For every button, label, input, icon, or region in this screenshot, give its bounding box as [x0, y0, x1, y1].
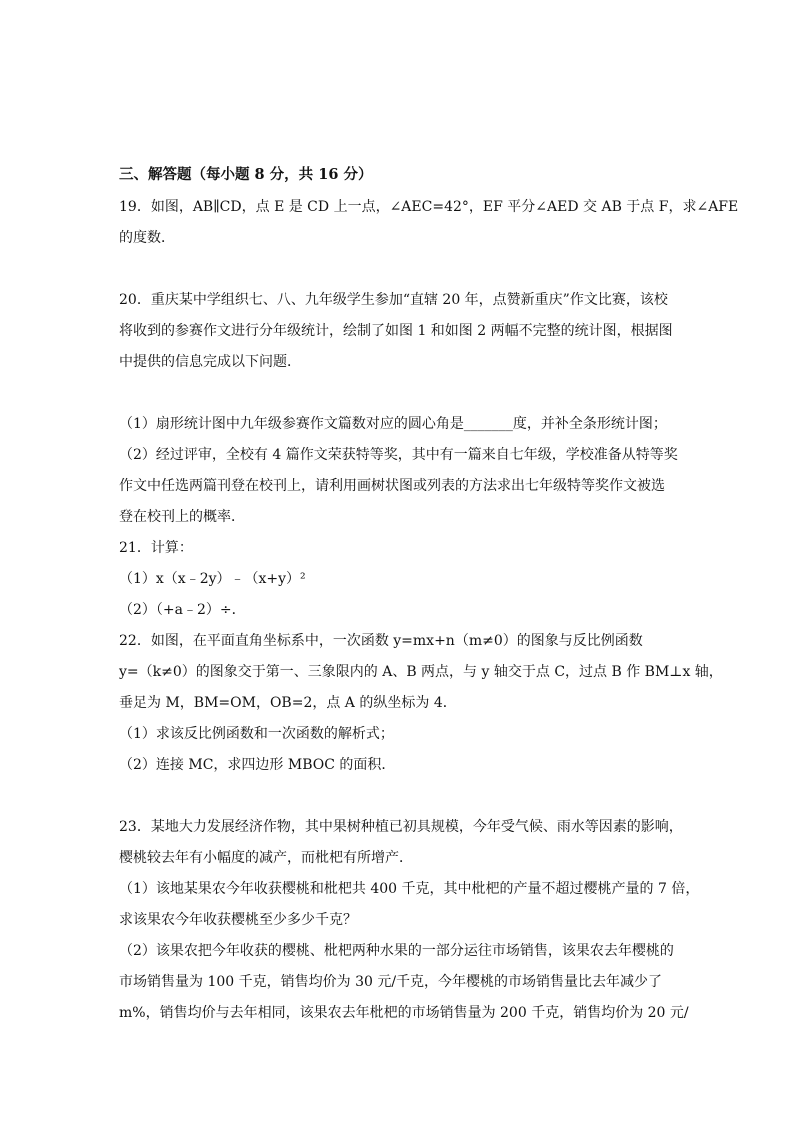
question-23-line: 23．某地大力发展经济作物，其中果树种植已初具规模，今年受气候、雨水等因素的影响，: [119, 819, 683, 835]
question-20-line: 将收到的参赛作文进行分年级统计，绘制了如图 1 和如图 2 两幅不完整的统计图，根据图: [119, 323, 673, 339]
question-23-line: m%，销售均价与去年相同，该果农去年枇杷的市场销售量为 200 千克，销售均价为 20 元/: [119, 1005, 689, 1021]
question-22-line: （1）求该反比例函数和一次函数的解析式；: [119, 726, 394, 742]
question-20-line: 中提供的信息完成以下问题．: [119, 354, 301, 370]
question-22-line: 22．如图，在平面直角坐标系中，一次函数 y=mx+n（m≠0）的图象与反比例函数: [119, 633, 643, 649]
question-20-line: 20．重庆某中学组织七、八、九年级学生参加“直辖 20 年，点赞新重庆”作文比赛，该校: [119, 292, 668, 308]
question-22-line: y=（k≠0）的图象交于第一、三象限内的 A、B 两点，与 y 轴交于点 C，过点 B 作 BM⊥x 轴，: [119, 664, 723, 680]
question-23-line: 樱桃较去年有小幅度的减产，而枇杷有所增产．: [119, 850, 413, 866]
question-23-line: 求该果农今年收获樱桃至少多少千克？: [119, 912, 357, 928]
question-21-line: （2）（+a﹣2）÷．: [119, 602, 246, 618]
question-20-line: （2）经过评审，全校有 4 篇作文荣获特等奖，其中有一篇来自七年级，学校准备从特等奖: [119, 447, 678, 463]
question-23-line: （1）该地某果农今年收获樱桃和枇杷共 400 千克，其中枇杷的产量不超过樱桃产量的 7 倍，: [119, 881, 700, 897]
question-19-line: 的度数．: [119, 230, 175, 246]
question-22-line: 垂足为 M，BM=OM，OB=2，点 A 的纵坐标为 4．: [119, 695, 457, 711]
question-20-line: 作文中任选两篇刊登在校刊上，请利用画树状图或列表的方法求出七年级特等奖作文被选: [119, 478, 665, 494]
question-19-line: 19．如图，AB∥CD，点 E 是 CD 上一点，∠AEC=42°，EF 平分∠AED 交 AB 于点 F，求∠AFE: [119, 199, 739, 215]
question-23-line: 市场销售量为 100 千克，销售均价为 30 元/千克，今年樱桃的市场销售量比去年减少了: [119, 974, 663, 990]
question-21-line: （1）x（x﹣2y）﹣（x+y）²: [119, 571, 306, 587]
question-20-line: （1）扇形统计图中九年级参赛作文篇数对应的圆心角是_______度，并补全条形统计图；: [119, 416, 667, 432]
question-20-line: 登在校刊上的概率．: [119, 509, 245, 525]
section-heading: 三、解答题（每小题 8 分，共 16 分）: [119, 166, 373, 183]
question-21-line: 21．计算：: [119, 540, 193, 556]
question-23-line: （2）该果农把今年收获的樱桃、枇杷两种水果的一部分运往市场销售，该果农去年樱桃的: [119, 943, 674, 959]
question-22-line: （2）连接 MC，求四边形 MBOC 的面积．: [119, 757, 396, 773]
